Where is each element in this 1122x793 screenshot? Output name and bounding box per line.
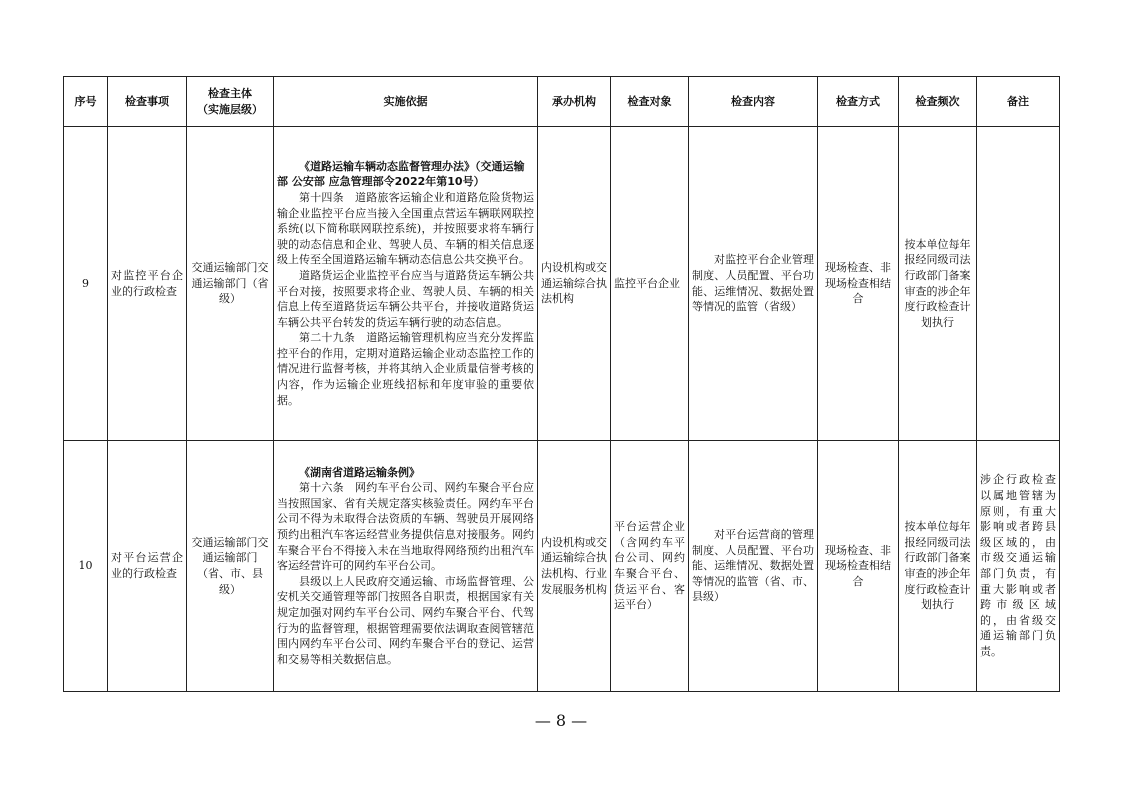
header-item: 检查事项: [108, 77, 187, 127]
table-row: [64, 441, 1060, 692]
basis-title: 《道路运输车辆动态监督管理办法》（交通运输部 公安部 应急管理部令2022年第10号）: [277, 159, 525, 189]
header-content: 检查内容: [689, 77, 818, 127]
row-agency: 内设机构或交通运输综合执法机构、行业发展服务机构: [538, 441, 611, 692]
row-method: 现场检查、非现场检查相结合: [818, 441, 899, 692]
basis-title: 《湖南省道路运输条例》: [299, 465, 420, 479]
header-subject-level: （实施层级）: [197, 102, 263, 116]
basis-paragraph: 第十四条 道路旅客运输企业和道路危险货物运输企业监控平台应当接入全国重点营运车辆联网联控系统(以下简称联网联控系统)，并按照要求将车辆行驶的动态信息和企业、驾驶人员、车辆的相关信息逐级上传至全国道路运输车辆动态信息公共交换平台。: [277, 190, 534, 267]
row-frequency: 按本单位每年报经同级司法行政部门备案审查的涉企年度行政检查计划执行: [899, 127, 977, 441]
header-target: 检查对象: [611, 77, 689, 127]
row-no: 10: [64, 441, 108, 692]
basis-paragraph: 第二十九条 道路运输管理机构应当充分发挥监控平台的作用，定期对道路运输企业动态监控工作的情况进行监督考核，并将其纳入企业质量信誉考核的内容，作为运输企业班线招标和年度审验的重要依据。: [277, 331, 534, 407]
row-agency: 内设机构或交通运输综合执法机构: [538, 127, 611, 441]
row-item: 对监控平台企业的行政检查: [108, 127, 187, 441]
row-target: 平台运营企业（含网约车平台公司、网约车聚合平台、货运平台、客运平台）: [611, 441, 689, 692]
row-remark: 涉企行政检查以属地管辖为原则，有重大影响或者跨县级区域的，由市级交通运输部门负责，有重大影响或者跨市级区域的，由省级交通运输部门负责。: [977, 441, 1060, 692]
header-no: 序号: [64, 77, 108, 127]
row-subject: 交通运输部门交通运输部门（省、市、县级）: [187, 441, 274, 692]
header-agency: 承办机构: [538, 77, 611, 127]
row-frequency: 按本单位每年报经同级司法行政部门备案审查的涉企年度行政检查计划执行: [899, 441, 977, 692]
header-basis: 实施依据: [274, 77, 538, 127]
row-remark: [977, 127, 1060, 441]
row-content: 对平台运营商的管理制度、人员配置、平台功能、运维情况、数据处置等情况的监管（省、市、县级）: [689, 441, 818, 692]
basis-paragraph: 第十六条 网约车平台公司、网约车聚合平台应当按照国家、省有关规定落实核验责任。网约车平台公司不得为未取得合法资质的车辆、驾驶员开展网络预约出租汽车客运经营业务提供信息对接服务。网约车聚合平台不得接入未在当地取得网络预约出租汽车客运经营许可的网约车平台公司。: [277, 481, 534, 573]
row-target: 监控平台企业: [611, 127, 689, 441]
row-item: 对平台运营企业的行政检查: [108, 441, 187, 692]
header-remark: 备注: [977, 77, 1060, 127]
basis-paragraph: 道路货运企业监控平台应当与道路货运车辆公共平台对接，按照要求将企业、驾驶人员、车辆的相关信息上传至道路货运车辆公共平台，并接收道路货运车辆公共平台转发的货运车辆行驶的动态信息。: [277, 268, 534, 329]
row-basis: [274, 441, 538, 692]
table-row: [64, 127, 1060, 441]
row-subject: 交通运输部门交通运输部门（省级）: [187, 127, 274, 441]
basis-paragraph: 县级以上人民政府交通运输、市场监督管理、公安机关交通管理等部门按照各自职责，根据国家有关规定加强对网约车平台公司、网约车聚合平台、代驾行为的监督管理，根据管理需要依法调取查阅管辖范围内网约车平台公司、网约车聚合平台的登记、运营和交易等相关数据信息。: [277, 574, 534, 666]
row-content: 对监控平台企业管理制度、人员配置、平台功能、运维情况、数据处置等情况的监管（省级）: [689, 127, 818, 441]
header-frequency: 检查频次: [899, 77, 977, 127]
header-subject-line: 检查主体: [208, 86, 252, 100]
row-no: 9: [64, 127, 108, 441]
header-subject: [187, 77, 274, 127]
row-basis: [274, 127, 538, 441]
row-method: 现场检查、非现场检查相结合: [818, 127, 899, 441]
header-row: [64, 77, 1060, 127]
inspection-table: [63, 76, 1060, 692]
page-number: — 8 —: [534, 711, 588, 730]
header-method: 检查方式: [818, 77, 899, 127]
